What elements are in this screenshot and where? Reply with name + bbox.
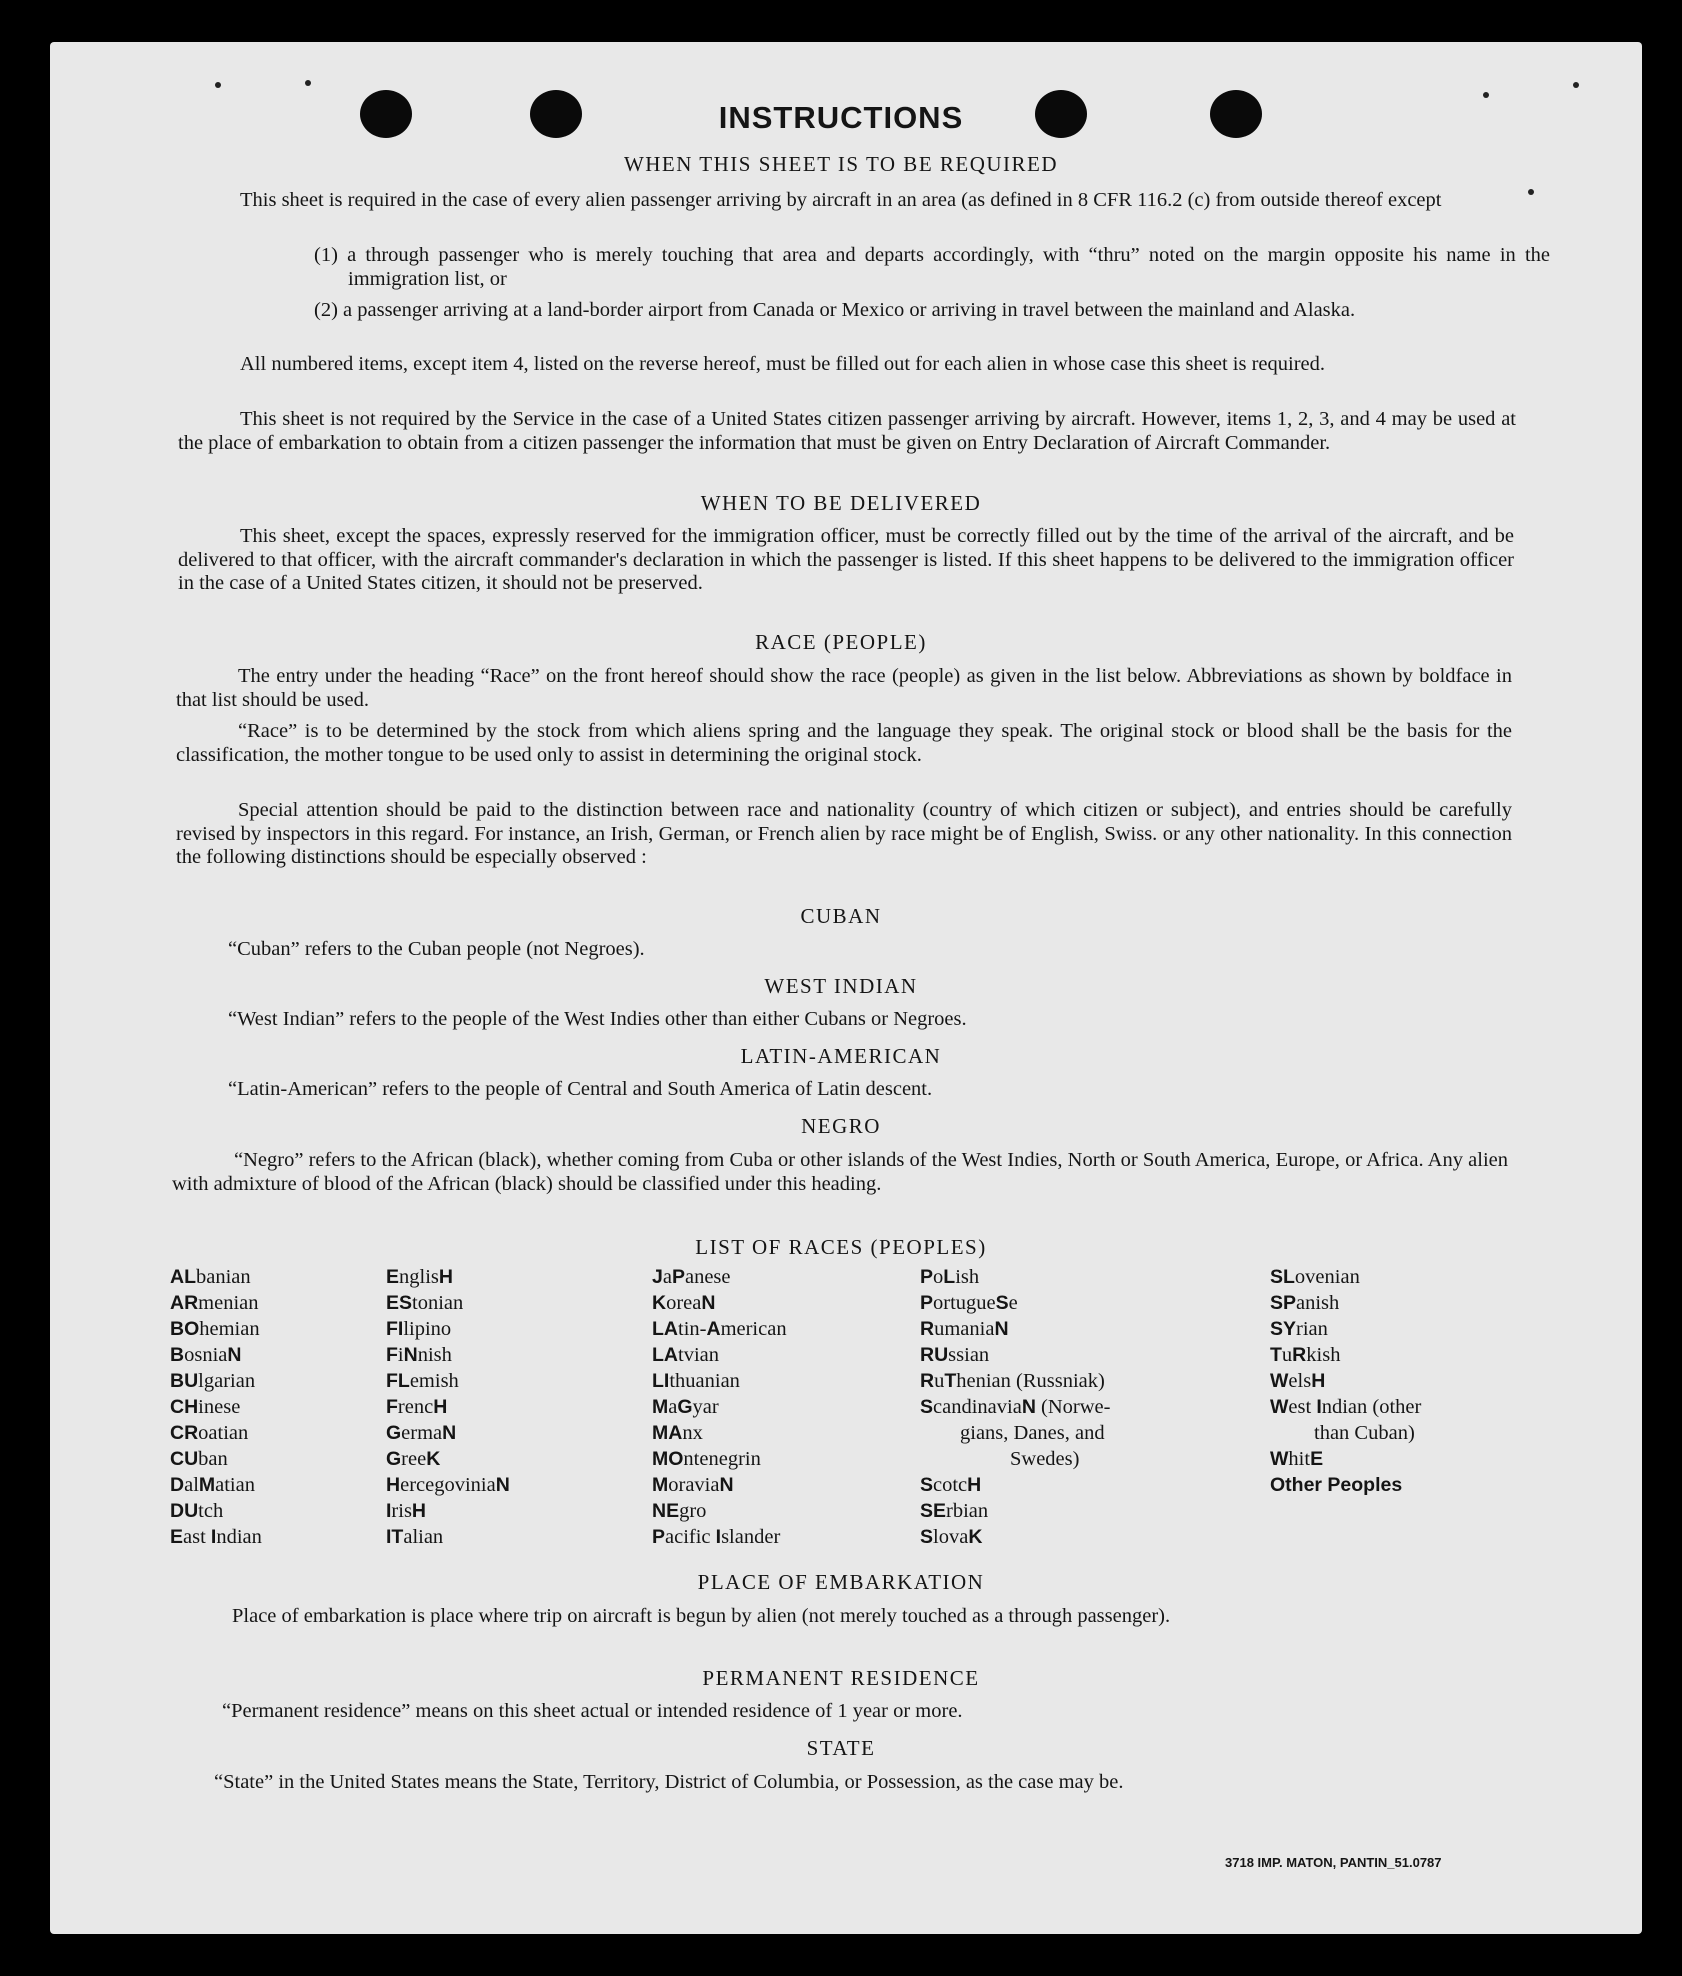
race-entry: FIlipino [386, 1318, 452, 1340]
race-entry: PoLish [920, 1266, 980, 1288]
race-entry: ITalian [386, 1526, 444, 1548]
race-entry: HercegoviniaN [386, 1474, 510, 1496]
race-entry: MAnx [652, 1422, 703, 1444]
required-paragraph-1: This sheet is required in the case of every alien passenger arriving by aircraft in an area (as defined in 8 CFR 116.2 (c) from outside thereof except [240, 189, 1442, 211]
heading-cuban: CUBAN [800, 904, 882, 928]
west-indian-text: “West Indian” refers to the people of the West Indies other than either Cubans or Negroes. [228, 1008, 967, 1030]
race-entry: ARmenian [170, 1292, 259, 1314]
race-entry: JaPanese [652, 1266, 731, 1288]
race-entry: LAtin-American [652, 1318, 787, 1340]
race-entry: MaGyar [652, 1396, 719, 1418]
heading-list-of-races: LIST OF RACES (PEOPLES) [695, 1235, 987, 1259]
race-entry: NEgro [652, 1500, 707, 1522]
latin-american-text: “Latin-American” refers to the people of Central and South America of Latin descent. [228, 1078, 933, 1100]
race-entry: IrisH [386, 1500, 427, 1522]
race-entry: RumaniaN [920, 1318, 1009, 1340]
race-entry: KoreaN [652, 1292, 716, 1314]
race-entry-continued: than Cuban) [1314, 1422, 1415, 1444]
heading-west-indian: WEST INDIAN [764, 974, 918, 998]
heading-when-delivered: WHEN TO BE DELIVERED [700, 491, 982, 515]
delivered-paragraph: This sheet, except the spaces, expressly reserved for the immigration officer, must be correctly filled out by the time of the arrival of the aircraft, and be delivered to that officer, with the aircraft commander's declaration in which the passenger is listed. If this sheet happens to be delivered to the immigration officer in the case of a United States citizen, it should not be preserved. [178, 525, 1514, 594]
dust-speck [1483, 92, 1489, 98]
race-entry: RuThenian (Russniak) [920, 1370, 1105, 1392]
race-entry: LAtvian [652, 1344, 719, 1366]
required-paragraph-3: This sheet is not required by the Service in the case of a United States citizen passenger arriving by aircraft. However, items 1, 2, 3, and 4 may be used at the place of embarkation to obtain from a citizen passenger the information that must be given on Entry Declaration of Aircraft Commander. [178, 408, 1516, 454]
race-paragraph-2: “Race” is to be determined by the stock from which aliens spring and the language they speak. The original stock or blood shall be the basis for the classification, the mother tongue to be used only to assist in determining the original stock. [176, 720, 1512, 766]
race-entry: Pacific Islander [652, 1526, 781, 1548]
race-entry: CRoatian [170, 1422, 249, 1444]
race-entry-continued: gians, Danes, and [960, 1422, 1105, 1444]
race-entry: EStonian [386, 1292, 464, 1314]
embarkation-text: Place of embarkation is place where trip on aircraft is begun by alien (not merely touched as a through passenger). [232, 1605, 1171, 1627]
page-title: INSTRUCTIONS [718, 100, 964, 135]
race-entry: WelsH [1270, 1370, 1326, 1392]
exception-item-1: (1) a through passenger who is merely touching that area and departs accordingly, with “thru” noted on the margin opposite his name in the immigration list, or [314, 244, 1550, 290]
race-entry: SlovaK [920, 1526, 983, 1548]
dust-speck [1528, 189, 1534, 195]
races-column-2 [386, 1264, 510, 1550]
race-entry: FLemish [386, 1370, 459, 1392]
race-entry: CHinese [170, 1396, 241, 1418]
race-entry: DalMatian [170, 1474, 255, 1496]
race-entry: FrencH [386, 1396, 448, 1418]
race-entry: FiNnish [386, 1344, 452, 1366]
heading-latin-american: LATIN-AMERICAN [740, 1044, 942, 1068]
dust-speck [1573, 82, 1579, 88]
race-entry: West Indian (other [1270, 1396, 1422, 1418]
heading-when-required: WHEN THIS SHEET IS TO BE REQUIRED [623, 152, 1059, 176]
race-entry: EnglisH [386, 1266, 453, 1288]
races-column-1 [170, 1264, 262, 1550]
race-entry: TuRkish [1270, 1344, 1341, 1366]
race-entry: GermaN [386, 1422, 457, 1444]
dust-speck [305, 80, 311, 86]
races-column-5 [1270, 1264, 1421, 1498]
race-entry: GreeK [386, 1448, 441, 1470]
race-entry: WhitE [1270, 1448, 1324, 1470]
dust-speck [215, 82, 221, 88]
race-entry: LIthuanian [652, 1370, 740, 1392]
race-entry: SErbian [920, 1500, 989, 1522]
race-entry-continued: Swedes) [1010, 1448, 1080, 1470]
race-entry: DUtch [170, 1500, 224, 1522]
race-entry: East Indian [170, 1526, 262, 1548]
cuban-text: “Cuban” refers to the Cuban people (not Negroes). [228, 938, 645, 960]
exception-item-2: (2) a passenger arriving at a land-border airport from Canada or Mexico or arriving in travel between the mainland and Alaska. [314, 299, 1356, 321]
heading-race: RACE (PEOPLE) [755, 630, 927, 654]
printer-imprint: 3718 IMP. MATON, PANTIN_51.0787 [1225, 1855, 1442, 1870]
heading-permanent-residence: PERMANENT RESIDENCE [702, 1666, 980, 1690]
race-entry: ScotcH [920, 1474, 982, 1496]
race-entry: MoraviaN [652, 1474, 734, 1496]
residence-text: “Permanent residence” means on this sheet actual or intended residence of 1 year or more. [222, 1700, 963, 1722]
race-paragraph-3: Special attention should be paid to the distinction between race and nationality (country of which citizen or subject), and entries should be carefully revised by inspectors in this regard. For instance, an Irish, German, or French alien by race might be of English, Swiss. or any other nationality. In this connection the following distinctions should be especially observed : [176, 799, 1512, 868]
race-entry: ScandinaviaN (Norwe- [920, 1396, 1111, 1418]
races-column-4 [920, 1264, 1110, 1550]
race-entry: ALbanian [170, 1266, 251, 1288]
race-entry: BOhemian [170, 1318, 260, 1340]
race-entry: RUssian [920, 1344, 990, 1366]
race-entry: BosniaN [170, 1344, 242, 1366]
race-entry: CUban [170, 1448, 228, 1470]
race-entry: SPanish [1270, 1292, 1340, 1314]
races-column-3 [652, 1264, 787, 1550]
heading-place-of-embarkation: PLACE OF EMBARKATION [697, 1570, 985, 1594]
race-entry: SLovenian [1270, 1266, 1360, 1288]
negro-text: “Negro” refers to the African (black), whether coming from Cuba or other islands of the West Indies, North or South America, Europe, or Africa. Any alien with admixture of blood of the African (black) should be classified under this heading. [172, 1149, 1508, 1195]
required-paragraph-2: All numbered items, except item 4, listed on the reverse hereof, must be filled out for each alien in whose case this sheet is required. [240, 353, 1326, 375]
heading-state: STATE [806, 1736, 876, 1760]
race-entry: MOntenegrin [652, 1448, 761, 1470]
race-entry: PortugueSe [920, 1292, 1018, 1314]
state-text: “State” in the United States means the State, Territory, District of Columbia, or Possession, as the case may be. [214, 1771, 1124, 1793]
heading-negro: NEGRO [801, 1114, 881, 1138]
race-entry: SYrian [1270, 1318, 1328, 1340]
race-entry: Other Peoples [1270, 1474, 1403, 1496]
race-paragraph-1: The entry under the heading “Race” on the front hereof should show the race (people) as given in the list below. Abbreviations as shown by boldface in that list should be used. [176, 665, 1512, 711]
race-entry: BUlgarian [170, 1370, 256, 1392]
